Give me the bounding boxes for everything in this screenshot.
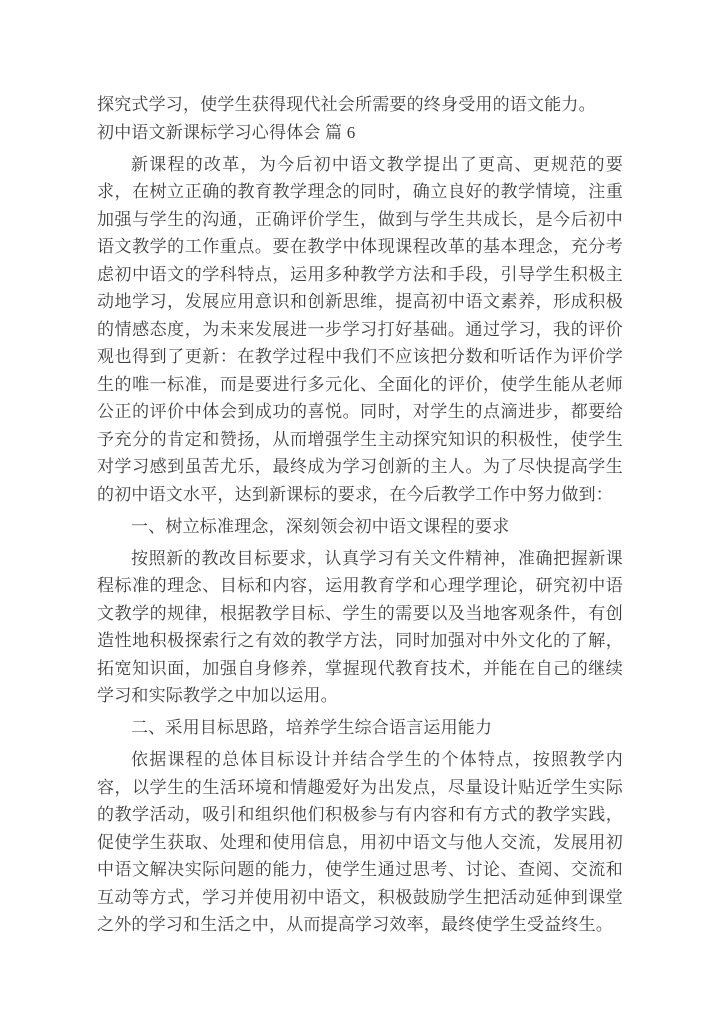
paragraph-section-1: 按照新的教改目标要求，认真学习有关文件精神，准确把握新课程标准的理念、目标和内容，运用教育学和心理学理论，研究初中语文教学的规律，根据教学目标、学生的需要以及当地客观条件，有创造性地积极探索行之有效的教学方法，同时加强对中外文化的了解，拓宽知识面，加强自身修养，掌握现代教育技术，并能在自己的继续学习和实际教学之中加以运用。 [97, 548, 623, 705]
section-heading-2: 二、采用目标思路，培养学生综合语言运用能力 [131, 718, 493, 737]
paragraph-intro: 新课程的改革，为今后初中语文教学提出了更高、更规范的要求，在树立正确的教育教学理念的同时，确立良好的教学情境，注重加强与学生的沟通，正确评价学生，做到与学生共成长，是今后初中语文教学的工作重点。要在教学中体现课程改革的基本理念，充分考虑初中语文的学科特点，运用多种教学方法和手段，引导学生积极主动地学习，发展应用意识和创新思维，提高初中语文素养，形成积极的情感态度，为未来发展进一步学习打好基础。通过学习，我的评价观也得到了更新：在教学过程中我们不应该把分数和听话作为评价学生的唯一标准，而是要进行多元化、全面化的评价，使学生能从老师公正的评价中体会到成功的喜悦。同时，对学生的点滴进步，都要给予充分的肯定和赞扬，从而增强学生主动探究知识的积极性，使学生对学习感到虽苦尤乐，最终成为学习创新的主人。为了尽快提高学生的初中语文水平，达到新课标的要求，在今后教学工作中努力做到： [97, 154, 623, 504]
article-title: 初中语文新课标学习心得体会 篇 6 [97, 122, 356, 142]
paragraph-section-2: 依据课程的总体目标设计并结合学生的个体特点，按照教学内容，以学生的生活环境和情趣爱好为出发点，尽量设计贴近学生实际的教学活动，吸引和组织他们积极参与有内容和有方式的教学实践，促使学生获取、处理和使用信息，用初中语文与他人交流，发展用初中语文解决实际问题的能力，使学生通过思考、讨论、查阅、交流和互动等方式，学习并使用初中语文，积极鼓励学生把活动延伸到课堂之外的学习和生活之中，从而提高学习效率，最终使学生受益终生。 [97, 750, 623, 934]
section-heading-1: 一、树立标准理念，深刻领会初中语文课程的要求 [131, 516, 510, 536]
paragraph-continuation: 探究式学习，使学生获得现代社会所需要的终身受用的语文能力。 [97, 95, 596, 114]
